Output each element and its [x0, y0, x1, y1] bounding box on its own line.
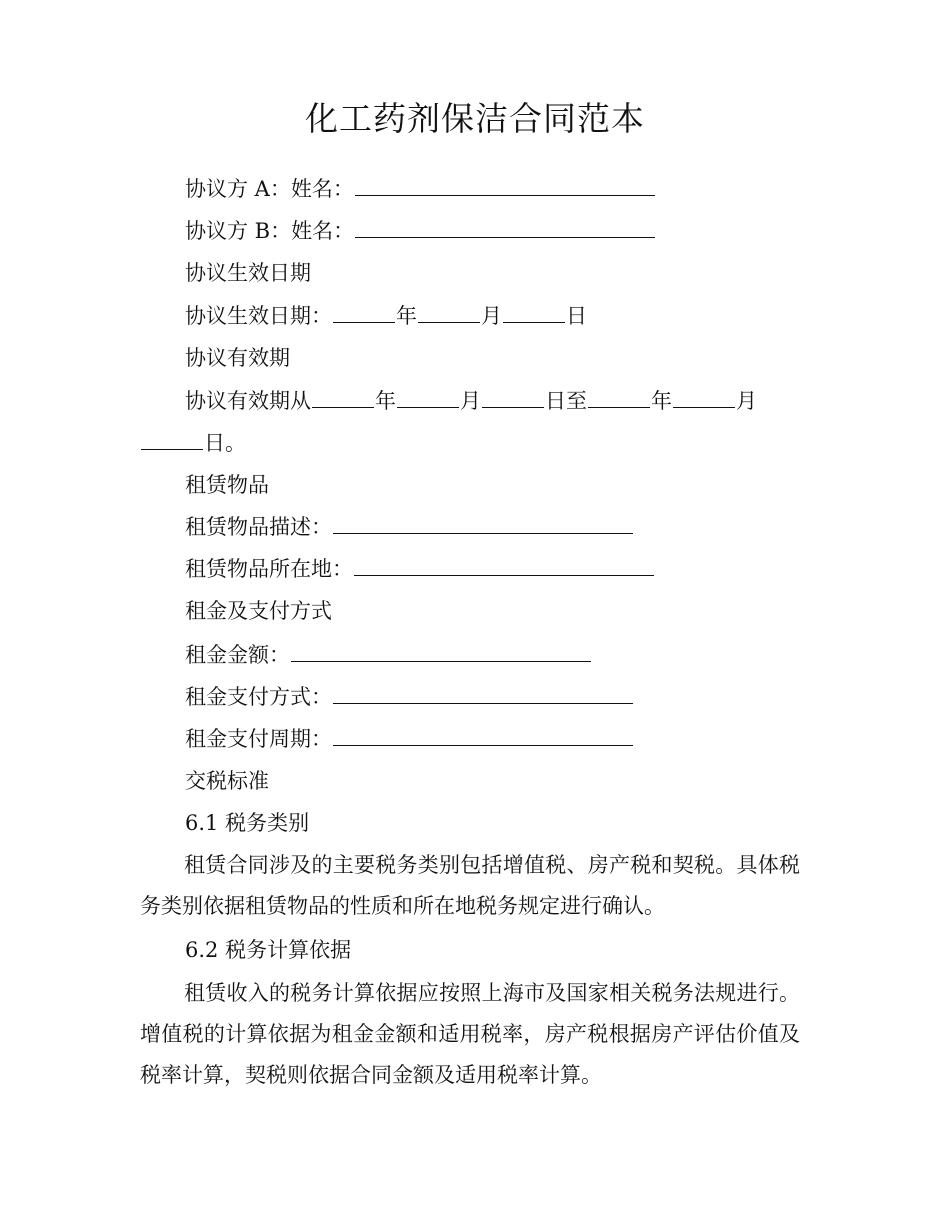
lease-item-desc-blank	[333, 513, 633, 534]
lease-item-location-label: 租赁物品所在地：	[185, 557, 353, 581]
rent-method-line	[185, 682, 634, 712]
party-b-line	[185, 216, 656, 246]
unit-month: 月	[481, 304, 502, 328]
rent-method-label: 租金支付方式：	[185, 685, 332, 709]
validity-start-day-blank	[482, 387, 544, 408]
validity-start-month-blank	[397, 387, 459, 408]
validity-end-day-blank	[141, 429, 203, 450]
document-title: 化工药剂保洁合同范本	[305, 99, 645, 138]
effective-date-line	[185, 301, 587, 331]
lease-items-heading: 租赁物品	[185, 473, 269, 497]
unit-day: 日	[566, 304, 587, 328]
unit-month: 月	[736, 389, 757, 413]
tax-6-2-heading: 6.2 税务计算依据	[185, 938, 352, 962]
rent-amount-label: 租金金额：	[185, 643, 290, 667]
effective-year-blank	[333, 302, 395, 323]
rent-method-blank	[333, 683, 633, 704]
effective-month-blank	[418, 302, 480, 323]
tax-6-2-body: 租赁收入的税务计算依据应按照上海市及国家相关税务法规进行。增值税的计算依据为租金金额和适用税率，房产税根据房产评估价值及税率计算，契税则依据合同金额及适用税率计算。	[140, 981, 800, 1087]
party-b-name-blank	[355, 217, 655, 238]
unit-month: 月	[460, 389, 481, 413]
validity-line	[185, 386, 757, 416]
lease-item-location-blank	[354, 555, 654, 576]
tax-heading: 交税标准	[185, 769, 269, 793]
tax-6-1-heading: 6.1 税务类别	[185, 811, 310, 835]
validity-end-month-blank	[673, 387, 735, 408]
validity-line-continued	[140, 428, 246, 458]
effective-date-heading: 协议生效日期	[185, 261, 311, 285]
rent-cycle-line	[185, 724, 634, 754]
unit-year: 年	[396, 304, 417, 328]
validity-end-label: 日。	[204, 431, 246, 455]
validity-heading: 协议有效期	[185, 346, 290, 370]
validity-to-label: 日至	[545, 389, 587, 413]
party-a-line	[185, 174, 656, 204]
unit-year: 年	[375, 389, 396, 413]
rent-heading: 租金及支付方式	[185, 599, 332, 623]
party-b-label: 协议方 B：姓名：	[185, 219, 355, 243]
validity-end-year-blank	[588, 387, 650, 408]
rent-cycle-blank	[333, 725, 633, 746]
lease-item-desc-line	[185, 512, 634, 542]
unit-year: 年	[651, 389, 672, 413]
rent-amount-blank	[291, 641, 591, 662]
tax-6-1-body: 租赁合同涉及的主要税务类别包括增值税、房产税和契税。具体税务类别依据租赁物品的性质和所在地税务规定进行确认。	[140, 853, 800, 918]
rent-amount-line	[185, 640, 592, 670]
rent-cycle-label: 租金支付周期：	[185, 727, 332, 751]
effective-day-blank	[503, 302, 565, 323]
party-a-name-blank	[355, 175, 655, 196]
lease-item-location-line	[185, 554, 655, 584]
party-a-label: 协议方 A：姓名：	[185, 177, 354, 201]
validity-from-label: 协议有效期从	[185, 389, 311, 413]
effective-date-label: 协议生效日期：	[185, 304, 332, 328]
lease-item-desc-label: 租赁物品描述：	[185, 515, 332, 539]
validity-start-year-blank	[312, 387, 374, 408]
